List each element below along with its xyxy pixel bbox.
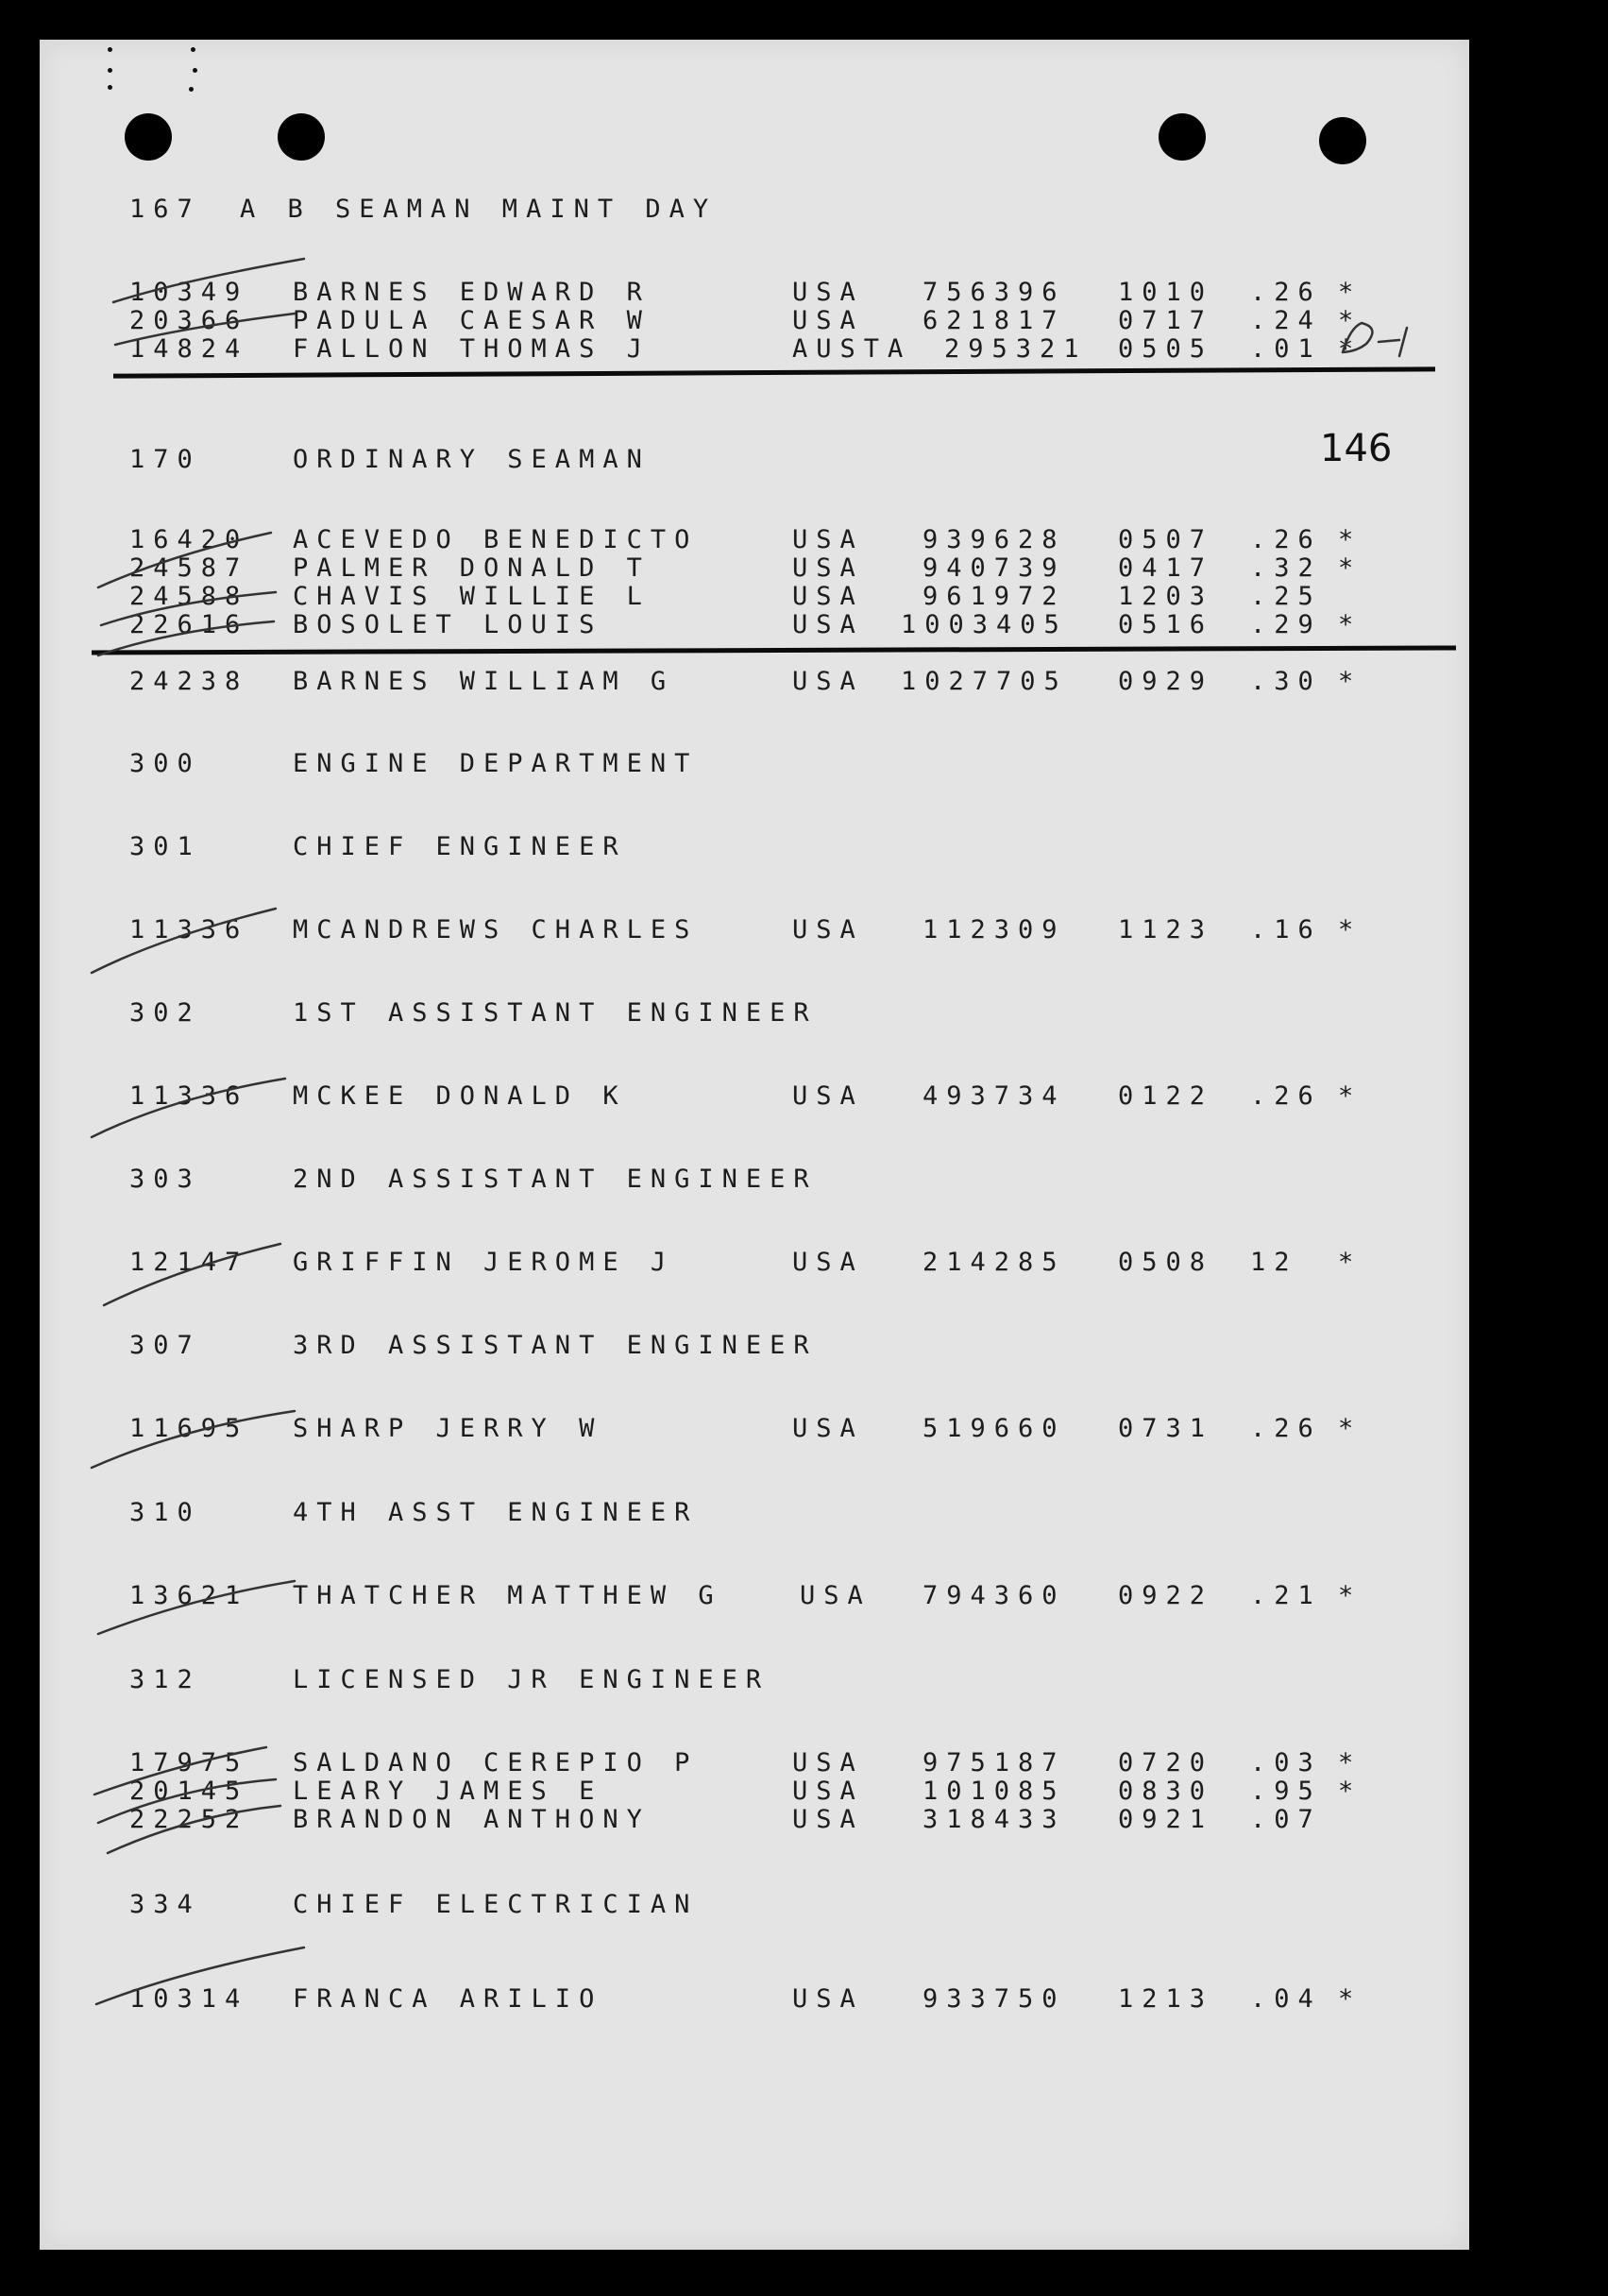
section-heading: 307 3RD ASSISTANT ENGINEER xyxy=(129,1331,818,1360)
document-page xyxy=(40,40,1469,2250)
handwritten-marks xyxy=(40,40,1469,2250)
table-row: 20366 PADULA CAESAR W USA 621817 0717 .24 * xyxy=(129,306,1363,335)
section-heading: 300 ENGINE DEPARTMENT xyxy=(129,749,699,778)
table-row: 11336 MCKEE DONALD K USA 493734 0122 .26 * xyxy=(129,1081,1363,1111)
table-row: 24238 BARNES WILLIAM G USA 1027705 0929 .30 * xyxy=(129,667,1363,696)
table-row: 12147 GRIFFIN JEROME J USA 214285 0508 12 * xyxy=(129,1248,1363,1277)
section-heading: 301 CHIEF ENGINEER xyxy=(129,832,627,861)
section-heading: 170 ORDINARY SEAMAN xyxy=(129,445,651,474)
table-row: 22252 BRANDON ANTHONY USA 318433 0921 .07 xyxy=(129,1805,1322,1834)
table-row: 10314 FRANCA ARILIO USA 933750 1213 .04 * xyxy=(129,1984,1363,2014)
table-row: 22616 BOSOLET LOUIS USA 1003405 0516 .29 * xyxy=(129,610,1363,639)
page-number: 146 xyxy=(1320,427,1393,470)
section-heading: 167 A B SEAMAN MAINT DAY xyxy=(129,195,718,224)
section-heading: 334 CHIEF ELECTRICIAN xyxy=(129,1890,699,1919)
section-heading: 303 2ND ASSISTANT ENGINEER xyxy=(129,1165,818,1194)
table-row: 20145 LEARY JAMES E USA 101085 0830 .95 * xyxy=(129,1777,1363,1806)
table-row: 10349 BARNES EDWARD R USA 756396 1010 .26 * xyxy=(129,278,1363,307)
section-heading: 312 LICENSED JR ENGINEER xyxy=(129,1665,770,1694)
table-row: 17975 SALDANO CEREPIO P USA 975187 0720 .03 * xyxy=(129,1748,1363,1777)
table-row: 16420 ACEVEDO BENEDICTO USA 939628 0507 .26 * xyxy=(129,525,1363,554)
table-row: 13621 THATCHER MATTHEW G USA 794360 0922 .21 * xyxy=(129,1581,1363,1610)
section-heading: 302 1ST ASSISTANT ENGINEER xyxy=(129,998,818,1028)
table-row: 14824 FALLON THOMAS J AUSTA 295321 0505 .01 * xyxy=(129,334,1363,364)
section-heading: 310 4TH ASST ENGINEER xyxy=(129,1498,699,1527)
table-row: 11695 SHARP JERRY W USA 519660 0731 .26 * xyxy=(129,1414,1363,1443)
table-row: 24588 CHAVIS WILLIE L USA 961972 1203 .25 xyxy=(129,582,1322,611)
table-row: 24587 PALMER DONALD T USA 940739 0417 .32 * xyxy=(129,553,1363,583)
table-row: 11336 MCANDREWS CHARLES USA 112309 1123 .16 * xyxy=(129,915,1363,944)
